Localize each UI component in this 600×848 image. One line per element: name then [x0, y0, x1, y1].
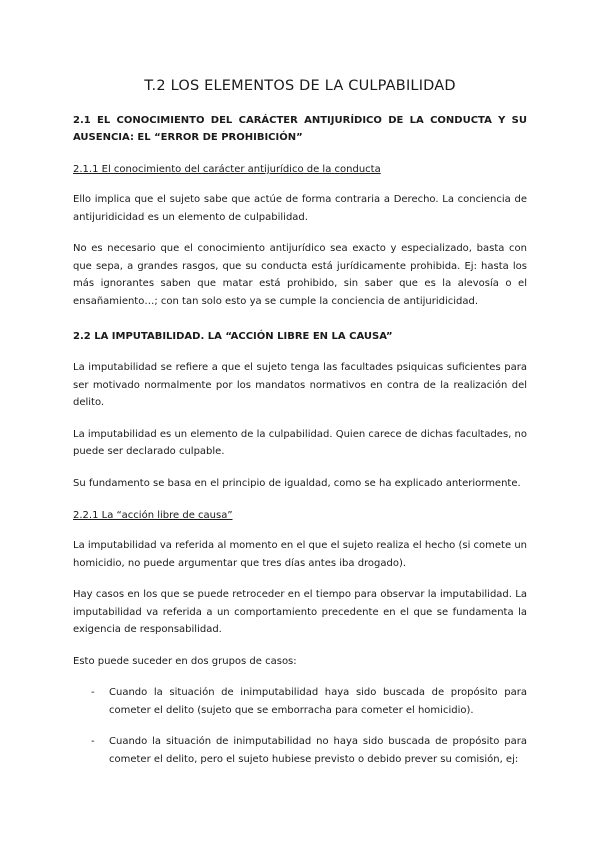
section-2-1-1-heading: 2.1.1 El conocimiento del carácter antijurídico de la conducta: [73, 164, 381, 175]
case-list: [73, 684, 527, 768]
paragraph: Hay casos en los que se puede retroceder en el tiempo para observar la imputabilidad. La imputabilidad va referida a un comportamiento precedente en el que se fundamenta la exigencia de responsabilidad.: [73, 589, 527, 635]
section-2-2-heading: 2.2 LA IMPUTABILIDAD. LA “ACCIÓN LIBRE EN LA CAUSA”: [73, 331, 393, 342]
list-item-text: Cuando la situación de inimputabilidad haya sido buscada de propósito para cometer el delito (sujeto que se emborracha para cometer el homicidio).: [109, 687, 527, 716]
paragraph: La imputabilidad se refiere a que el sujeto tenga las facultades psiquicas suficientes para ser motivado normalmente por los mandatos normativos en contra de la realización del delito.: [73, 362, 527, 408]
paragraph: No es necesario que el conocimiento antijurídico sea exacto y especializado, basta con que sepa, a grandes rasgos, que su conducta está jurídicamente prohibida. Ej: hasta los más ignorantes saben que matar está prohibido, sin saber que es la alevosía o el ensañamiento…; con tan solo esto ya se cumple la conciencia de antijuridicidad.: [73, 243, 527, 307]
paragraph: Esto puede suceder en dos grupos de casos:: [73, 655, 297, 667]
page-title: T.2 LOS ELEMENTOS DE LA CULPABILIDAD: [144, 78, 456, 94]
section-2-1-heading: 2.1 EL CONOCIMIENTO DEL CARÁCTER ANTIJURÍDICO DE LA CONDUCTA Y SU AUSENCIA: EL “ERROR DE PROHIBICIÓN”: [73, 115, 527, 143]
section-2-2-1-heading: 2.2.1 La “acción libre de causa”: [73, 510, 233, 521]
paragraph: Su fundamento se basa en el principio de igualdad, como se ha explicado anteriormente.: [73, 477, 521, 489]
list-item-text: Cuando la situación de inimputabilidad no haya sido buscada de propósito para cometer el delito, pero el sujeto hubiese previsto o debido prever su comisión, ej:: [109, 736, 527, 765]
paragraph: La imputabilidad va referida al momento en el que el sujeto realiza el hecho (si comete un homicidio, no puede argumentar que tres días antes iba drogado).: [73, 540, 527, 569]
list-bullet: -: [91, 687, 95, 698]
list-bullet: -: [91, 736, 95, 747]
list-item: [73, 684, 527, 719]
list-item: [73, 733, 527, 768]
paragraph: La imputabilidad es un elemento de la culpabilidad. Quien carece de dichas facultades, no puede ser declarado culpable.: [73, 428, 527, 457]
paragraph: Ello implica que el sujeto sabe que actúe de forma contraria a Derecho. La conciencia de antijuridicidad es un elemento de culpabilidad.: [73, 194, 527, 223]
